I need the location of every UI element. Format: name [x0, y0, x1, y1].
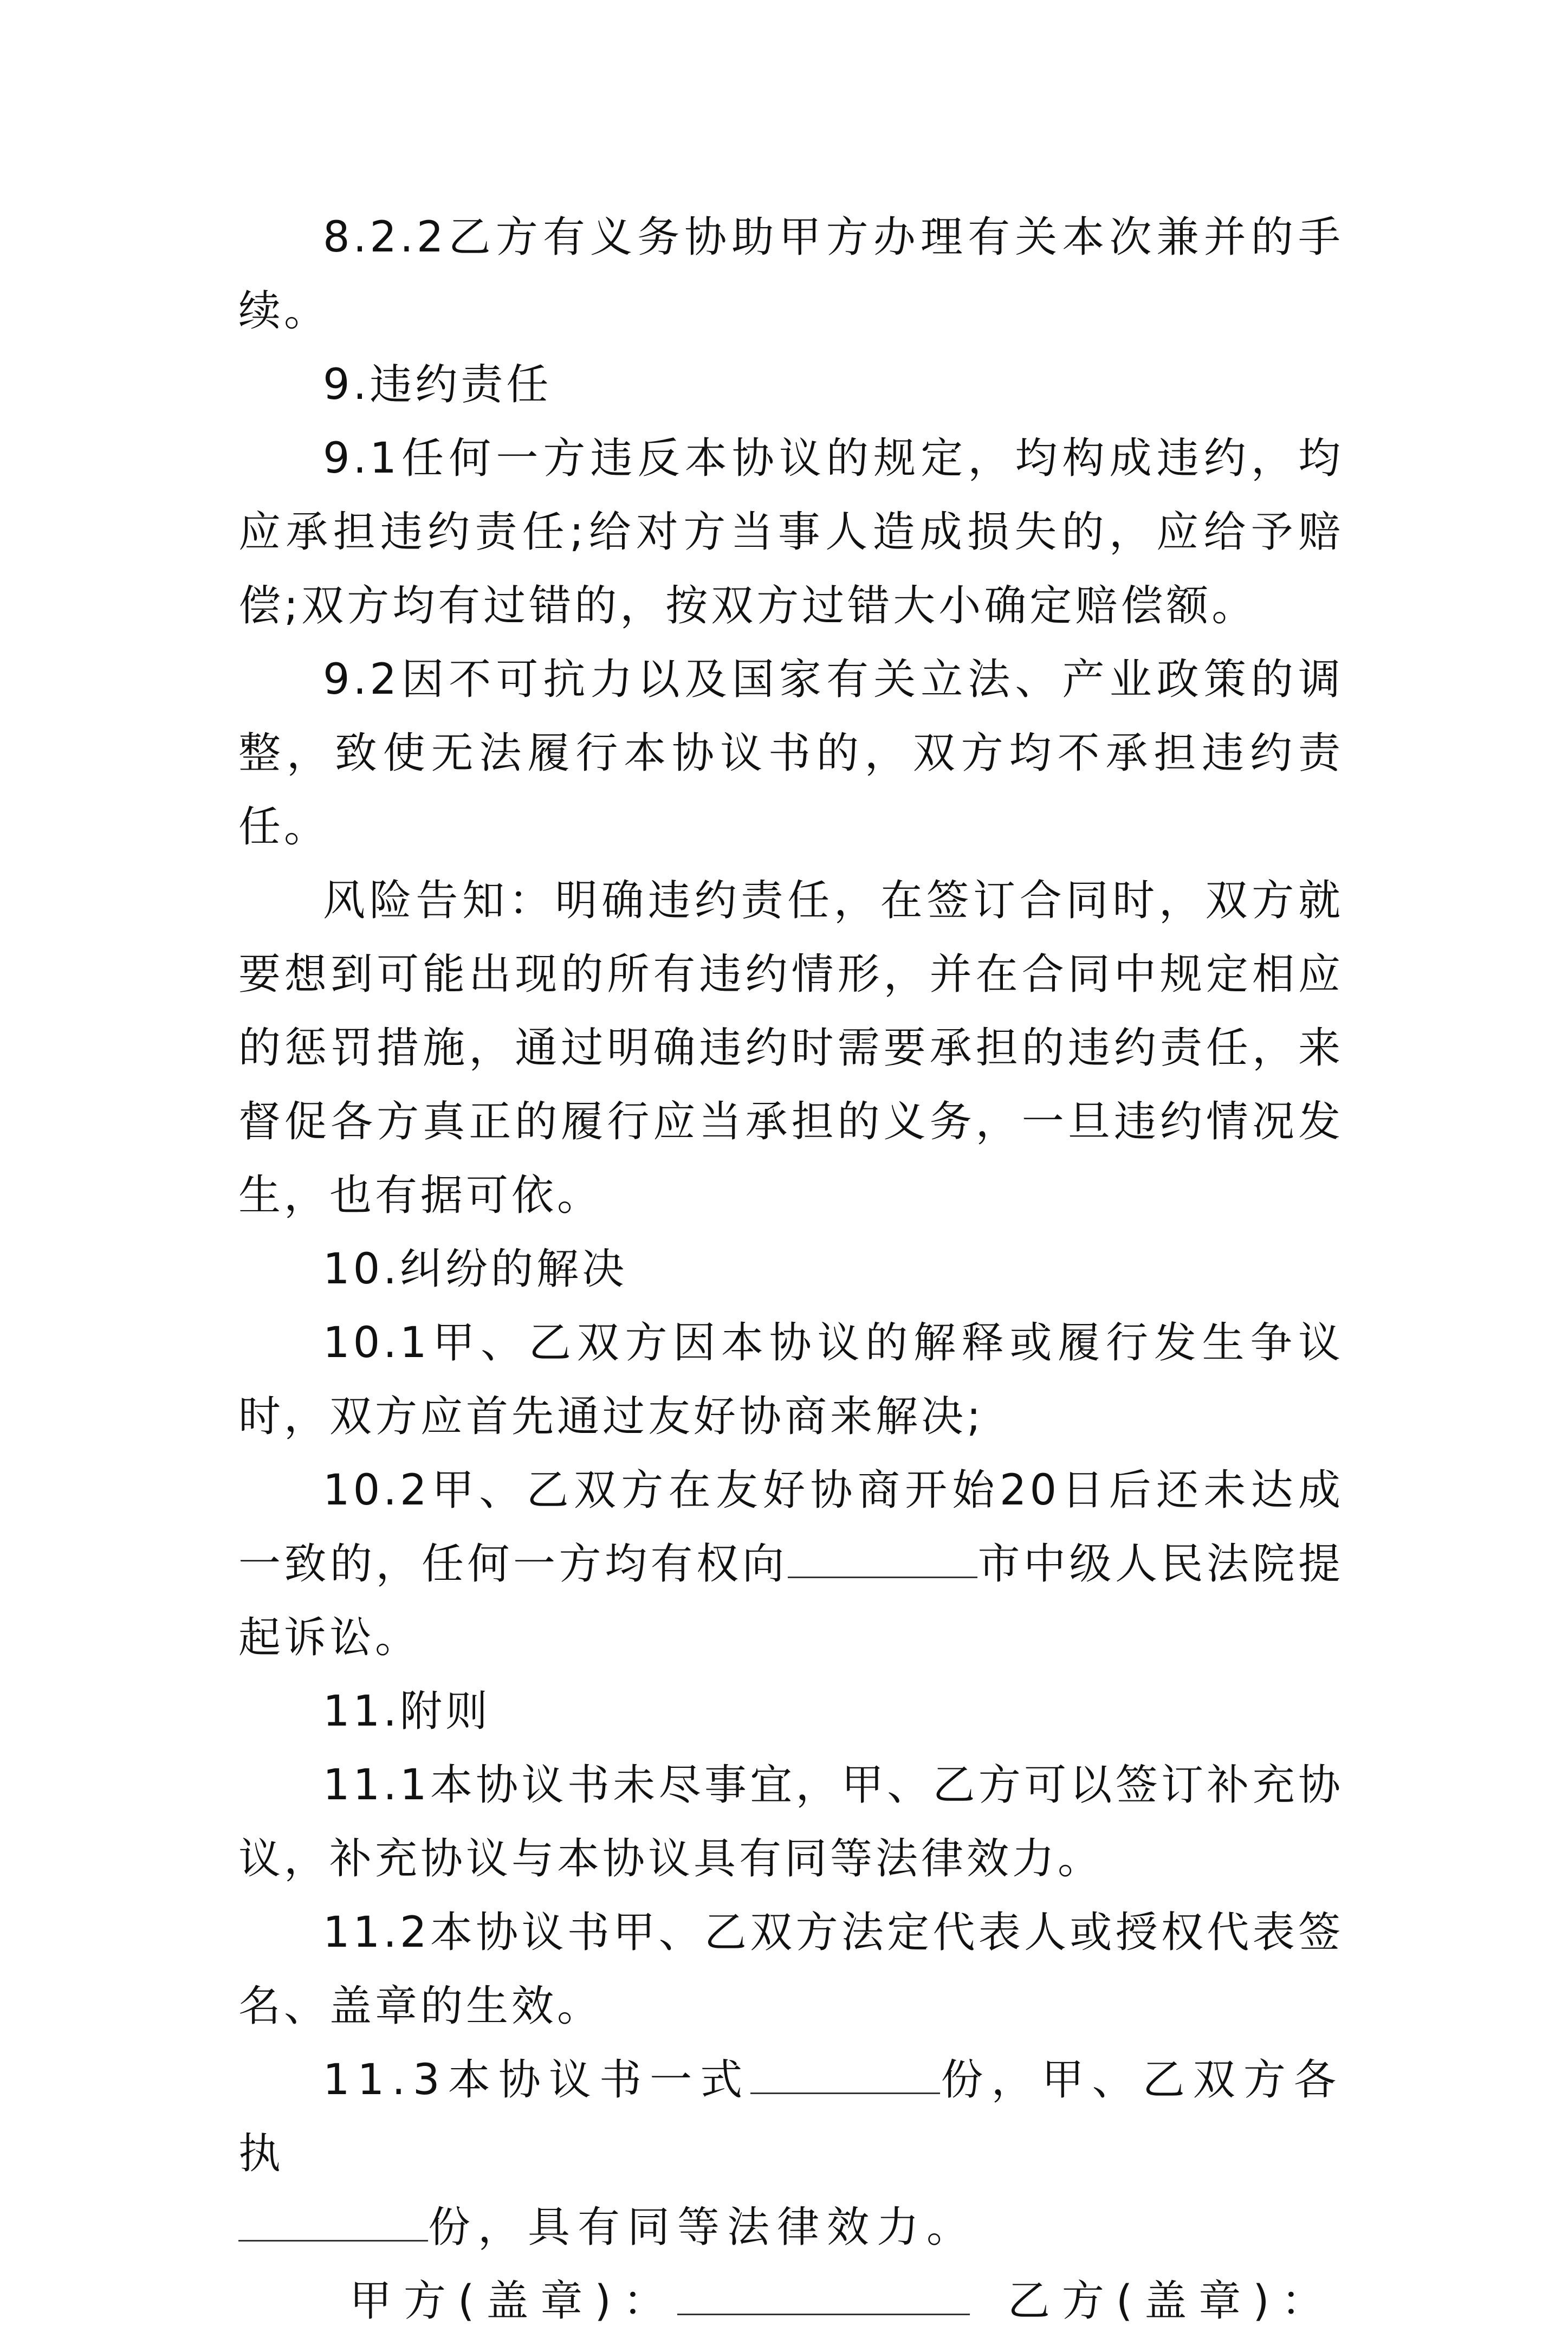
clause-10-1: 10.1甲、乙双方因本协议的解释或履行发生争议时，双方应首先通过友好协商来解决; [238, 1319, 1344, 1441]
risk-notice: 风险告知：明确违约责任，在签订合同时，双方就要想到可能出现的所有违约情形，并在合同中规定相应的惩罚措施，通过明确违约时需要承担的违约责任，来督促各方真正的履行应当承担的义务，一旦违约情况发生，也有据可依。 [238, 876, 1344, 1220]
copies-count-blank[interactable] [750, 2055, 940, 2094]
party-a-seal-label: 甲方(盖章)： [349, 2277, 677, 2326]
party-a-seal-blank[interactable] [677, 2276, 970, 2315]
clause-10-2-text-end: 市中级人民法院提起诉讼。 [238, 1540, 1344, 1662]
clause-9-2: 9.2因不可抗力以及国家有关立法、产业政策的调整，致使无法履行本协议书的，双方均不承担违约责任。 [238, 655, 1344, 851]
clause-11-3-text: 11.3本协议书一式 [323, 2056, 751, 2104]
clause-11-3 [238, 2043, 1344, 2264]
section-10-heading: 10.纠纷的解决 [323, 1245, 628, 1294]
clause-11-2: 11.2本协议书甲、乙双方法定代表人或授权代表签名、盖章的生效。 [238, 1908, 1344, 2031]
clause-11-1: 11.1本协议书未尽事宜，甲、乙方可以签订补充协议，补充协议与本协议具有同等法律效力。 [238, 1761, 1344, 1883]
clause-11-3-text-end: 份，具有同等法律效力。 [428, 2203, 977, 2252]
clause-11-3-text-middle: 份，甲、乙双方各执 [238, 2056, 1344, 2178]
clause-10-2 [238, 1454, 1344, 1675]
signature-row [238, 2264, 1344, 2338]
document-body [238, 201, 1344, 2338]
clause-10-2-text: 10.2甲、乙双方在友好协商开始20日后还未达成一致的，任何一方均有权向 [238, 1466, 1344, 1588]
court-city-blank[interactable] [788, 1539, 977, 1578]
clause-8-2-2: 8.2.2乙方有义务协助甲方办理有关本次兼并的手续。 [238, 213, 1344, 335]
copies-each-blank[interactable] [238, 2202, 428, 2242]
section-9-heading: 9.违约责任 [323, 360, 552, 409]
party-b-seal-label: 乙方(盖章)： [1007, 2277, 1336, 2326]
section-11-heading: 11.附则 [323, 1687, 491, 1736]
clause-9-1: 9.1任何一方违反本协议的规定，均构成违约，均应承担违约责任;给对方当事人造成损失的，应给予赔偿;双方均有过错的，按双方过错大小确定赔偿额。 [238, 434, 1344, 630]
